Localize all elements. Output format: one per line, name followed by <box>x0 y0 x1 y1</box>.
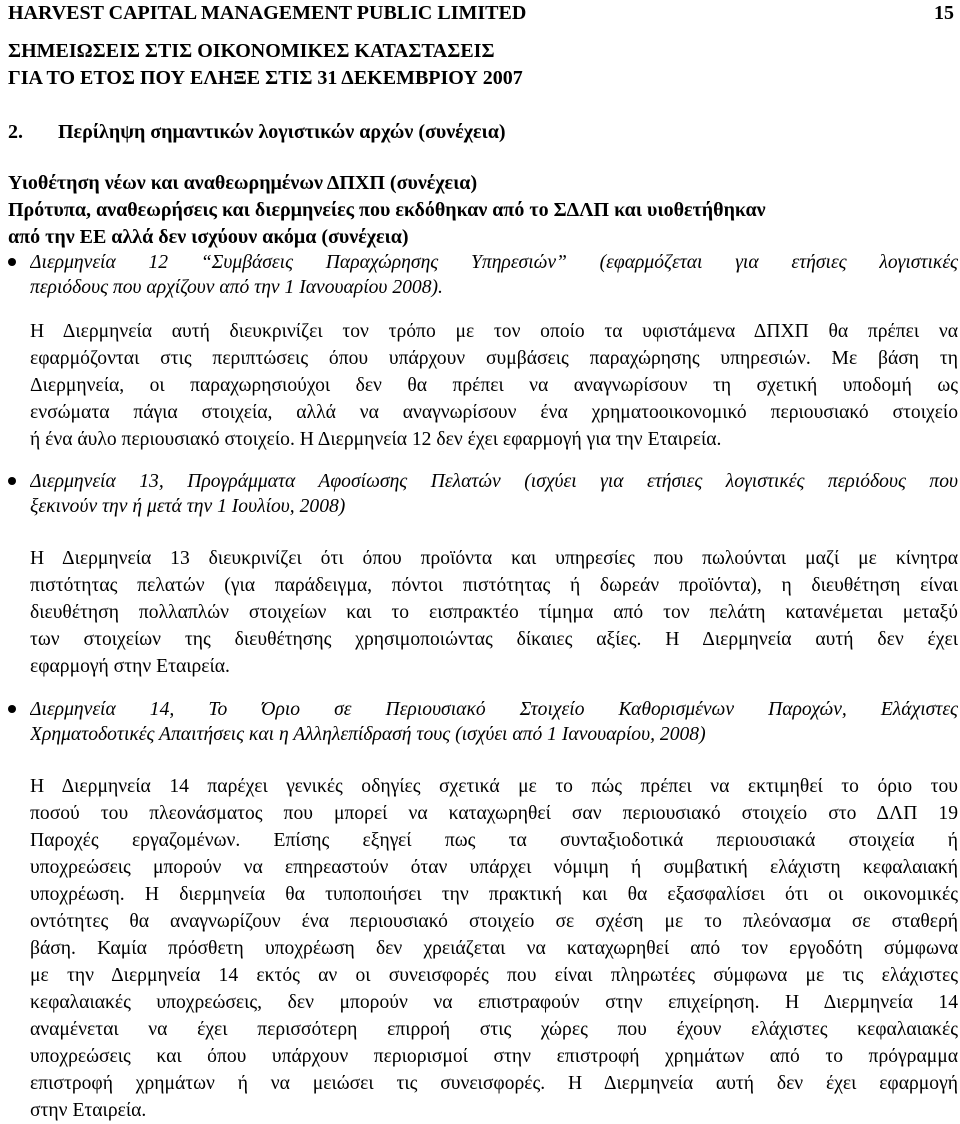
paragraph-line: υποχρέωση. Η διερμηνεία θα τυποποιήσει την πρακτική και θα εξασφαλίσει ότι οι οικονομικές <box>30 884 958 905</box>
subheading <box>8 170 958 251</box>
paragraph <box>30 545 958 680</box>
paragraph-line: αναμένεται να έχει περισσότερη επιρροή στις χώρες που έχουν ελάχιστες κεφαλαιακές <box>30 1019 958 1040</box>
subheading-line-1: Υιοθέτηση νέων και αναθεωρημένων ΔΠΧΠ (συνέχεια) <box>8 172 478 194</box>
paragraph-line: με την Διερμηνεία 14 εκτός αν οι συνεισφορές που είναι πληρωτέες σύμφωνα με τις ελάχιστες <box>30 965 958 986</box>
paragraph-line: ποσού του πλεονάσματος που μπορεί να καταχωρηθεί σαν περιουσιακό στοιχείο στο ΔΛΠ 19 <box>30 803 958 824</box>
paragraph-line: οντότητες θα αναγνωρίζουν ένα περιουσιακό στοιχείο σε σχέση με το πλεόνασμα σε σταθερή <box>30 911 958 932</box>
paragraph-line: εφαρμόζονται στις περιπτώσεις όπου υπάρχουν συμβάσεις παραχώρησης υπηρεσιών. Με βάση τη <box>30 348 958 369</box>
paragraph-line: στην Εταιρεία. <box>30 1100 147 1121</box>
paragraph <box>30 318 958 453</box>
page-number: 15 <box>934 2 954 24</box>
section-title: Περίληψη σημαντικών λογιστικών αρχών (συνέχεια) <box>58 121 506 143</box>
subheading-line-3: από την ΕΕ αλλά δεν ισχύουν ακόμα (συνέχεια) <box>8 226 409 248</box>
bullet-heading-line: Διερμηνεία 13, Προγράμματα Αφοσίωσης Πελατών (ισχύει για ετήσιες λογιστικές περιόδους που <box>30 471 958 492</box>
company-name: HARVEST CAPITAL MANAGEMENT PUBLIC LIMITED <box>8 2 527 24</box>
paragraph-line: Διερμηνεία, οι παραχωρησιούχοι δεν θα πρέπει να αναγνωρίσουν τη σχετική υποδομή ως <box>30 375 958 396</box>
notes-title-line-1: ΣΗΜΕΙΩΣΕΙΣ ΣΤΙΣ ΟΙΚΟΝΟΜΙΚΕΣ ΚΑΤΑΣΤΑΣΕΙΣ <box>8 40 495 62</box>
notes-title-line-2: ΓΙΑ ΤΟ ΕΤΟΣ ΠΟΥ ΕΛΗΞΕ ΣΤΙΣ 31 ΔΕΚΕΜΒΡΙΟΥ 2007 <box>8 67 523 89</box>
paragraph-line: υποχρεώσεις και όπου υπάρχουν περιορισμοί στην επιστροφή χρημάτων από το πρόγραμμα <box>30 1046 958 1067</box>
bullet-heading-line: Χρηματοδοτικές Απαιτήσεις και η Αλληλεπίδρασή τους (ισχύει από 1 Ιανουαρίου, 2008) <box>30 724 706 745</box>
bullet-item-heading <box>30 250 958 300</box>
bullet-heading-line: Διερμηνεία 12 “Συμβάσεις Παραχώρησης Υπηρεσιών” (εφαρμόζεται για ετήσιες λογιστικές <box>30 252 958 273</box>
paragraph-line: Η Διερμηνεία 13 διευκρινίζει ότι όπου προϊόντα και υπηρεσίες που πωλούνται μαζί με κίνητρα <box>30 548 958 569</box>
paragraph-line: πιστότητας πελατών (για παράδειγμα, πόντοι πιστότητας ή δωρεάν προϊόντα), η διευθέτηση είναι <box>30 575 958 596</box>
bullet-heading-line: περιόδους που αρχίζουν από την 1 Ιανουαρίου 2008). <box>30 277 443 298</box>
bullet-heading-line: Διερμηνεία 14, Το Όριο σε Περιουσιακό Στοιχείο Καθορισμένων Παροχών, Ελάχιστες <box>30 699 958 720</box>
paragraph-line: των στοιχείων της διευθέτησης χρησιμοποιώντας δίκαιες αξίες. Η Διερμηνεία αυτή δεν έχει <box>30 629 958 650</box>
bullet-icon <box>8 477 16 485</box>
bullet-heading-line: ξεκινούν την ή μετά την 1 Ιουλίου, 2008) <box>30 496 346 517</box>
paragraph-line: Παροχές εργαζομένων. Επίσης εξηγεί πως τα συνταξιοδοτικά περιουσιακά στοιχεία ή <box>30 830 958 851</box>
subheading-line-2: Πρότυπα, αναθεωρήσεις και διερμηνείες που εκδόθηκαν από το ΣΔΛΠ και υιοθετήθηκαν <box>8 199 766 221</box>
page-header <box>8 0 954 26</box>
paragraph-line: βάση. Καμία πρόσθετη υποχρέωση δεν χρειάζεται να καταχωρηθεί από τον εργοδότη σύμφωνα <box>30 938 958 959</box>
section-heading <box>8 119 948 146</box>
paragraph-line: ή ένα άυλο περιουσιακό στοιχείο. Η Διερμηνεία 12 δεν έχει εφαρμογή για την Εταιρεία. <box>30 429 722 450</box>
bullet-item-heading <box>30 469 958 519</box>
paragraph-line: Η Διερμηνεία 14 παρέχει γενικές οδηγίες σχετικά με το πώς πρέπει να εκτιμηθεί το όριο του <box>30 776 958 797</box>
paragraph-line: επιστροφή χρημάτων ή να μειώσει τις συνεισφορές. Η Διερμηνεία αυτή δεν έχει εφαρμογή <box>30 1073 958 1094</box>
section-number: 2. <box>8 121 23 143</box>
paragraph-line: Η Διερμηνεία αυτή διευκρινίζει τον τρόπο με τον οποίο τα υφιστάμενα ΔΠΧΠ θα πρέπει να <box>30 321 958 342</box>
bullet-icon <box>8 705 16 713</box>
paragraph <box>30 773 958 1124</box>
paragraph-line: εφαρμογή στην Εταιρεία. <box>30 656 230 677</box>
paragraph-line: κεφαλαιακές υποχρεώσεις, δεν μπορούν να επιστραφούν στην επιχείρηση. Η Διερμηνεία 14 <box>30 992 958 1013</box>
bullet-icon <box>8 258 16 266</box>
paragraph-line: διευθέτηση πολλαπλών στοιχείων και το εισπρακτέο τίμημα από τον πελάτη κατανέμεται μεταξύ <box>30 602 958 623</box>
paragraph-line: ενσώματα πάγια στοιχεία, αλλά να αναγνωρίσουν ένα χρηματοοικονομικό περιουσιακό στοιχείο <box>30 402 958 423</box>
paragraph-line: υποχρεώσεις μπορούν να επηρεαστούν όταν υπάρχει νόμιμη ή συμβατική ελάχιστη κεφαλαιακή <box>30 857 958 878</box>
notes-title <box>8 38 948 92</box>
bullet-item-heading <box>30 697 958 747</box>
